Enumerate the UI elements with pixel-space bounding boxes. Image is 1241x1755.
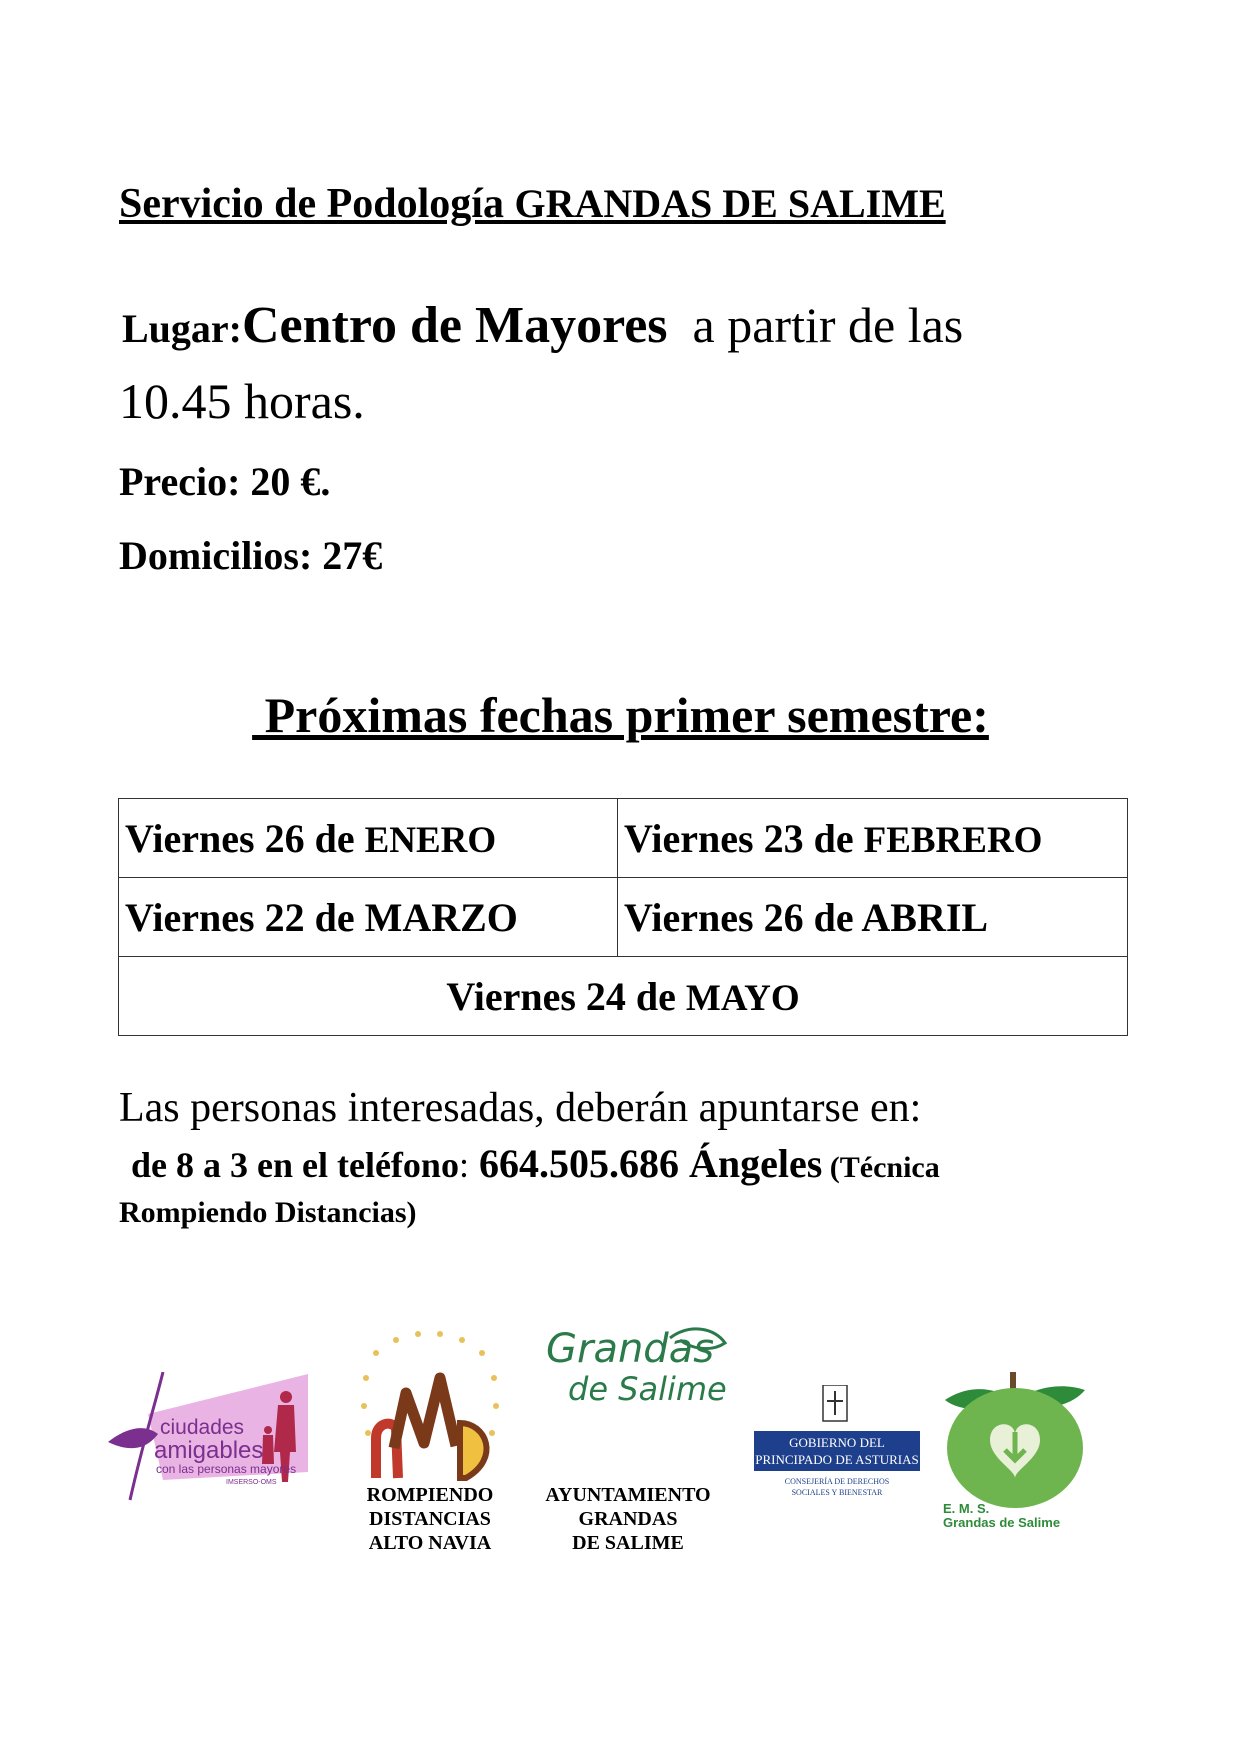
grandas-logo-line1: Grandas [546,1326,715,1372]
logo-leaf-shape [108,1428,158,1448]
caption-line: DISTANCIAS [369,1508,491,1530]
contact-role-end: Rompiendo Distancias) [119,1196,417,1229]
date-cell [618,799,1128,878]
date-month: ENERO [364,819,497,861]
precio-text: Precio: 20 €. [119,459,331,504]
contact-schedule: de 8 a 3 en el teléfono [131,1145,459,1185]
title-main: Servicio de Podología [119,181,515,227]
date-cell [119,799,618,878]
rmd-icon [356,1328,508,1488]
child-body-shape [262,1435,274,1464]
contact-intro: Las personas interesadas, deberán apuntarse en: [119,1085,922,1131]
hora-text: 10.45 horas. [119,373,365,429]
date-cell [119,957,1128,1036]
date-day: Viernes 22 de [125,894,365,940]
date-month: MARZO [364,894,518,940]
caption-line: ROMPIENDO [366,1484,494,1506]
ciudades-amigables-icon [108,1372,308,1502]
date-day: Viernes 23 de [624,815,864,861]
date-day: Viernes 26 de [125,815,365,861]
title-place: GRANDAS DE SALIME [514,181,946,226]
grandas-logo-line2: de Salime [568,1370,727,1408]
dates-heading: Próximas fechas primer semestre: [252,687,989,743]
ciudades-line4: IMSERSO-OMS [226,1479,277,1486]
rompiendo-caption [330,1483,530,1555]
caption-line: ALTO NAVIA [368,1532,492,1554]
grandas-salime-logo [540,1318,730,1408]
date-month: ABRIL [861,894,989,940]
gobierno-asturias-icon [752,1385,922,1501]
date-cell [119,878,618,957]
contact-colon: : [458,1145,469,1185]
gobierno-line3: CONSEJERÍA DE DERECHOS [784,1477,890,1486]
table-row [119,957,1128,1036]
letter-d-shape [460,1423,487,1478]
letter-m-shape [394,1378,456,1448]
gobierno-line2: PRINCIPADO DE ASTURIAS [755,1452,919,1467]
page-title [119,180,946,228]
table-row [119,799,1128,878]
dates-table [118,798,1128,1036]
ciudades-line1: ciudades [160,1416,245,1439]
caption-line: AYUNTAMIENTO [545,1484,711,1506]
ciudades-line3: con las personas mayores [156,1462,297,1476]
grandas-salime-icon [540,1318,730,1408]
ems-line2: Grandas de Salime [943,1515,1061,1530]
gobierno-line1: GOBIERNO DEL [789,1435,885,1450]
contact-phone: 664.505.686 Ángeles [468,1141,823,1186]
lugar-rest: a partir de las [667,297,964,353]
caption-line: DE SALIME [572,1532,684,1554]
date-cell [618,878,1128,957]
table-row [119,878,1128,957]
lugar-place: Centro de Mayores [242,297,668,354]
lugar-line [122,296,963,355]
date-day: Viernes 24 de [446,973,686,1019]
date-day: Viernes 26 de [624,894,862,940]
ems-line1: E. M. S. [943,1501,990,1516]
ems-logo [935,1370,1095,1530]
date-month: MAYO [685,977,800,1019]
ems-apple-icon [935,1370,1095,1530]
gobierno-asturias-logo [752,1385,922,1501]
ciudades-line2: amigables [154,1437,264,1464]
gobierno-line4: SOCIALES Y BIENESTAR [791,1488,883,1497]
figure-head-shape [280,1391,292,1403]
lugar-label: Lugar: [122,306,242,351]
rompiendo-distancias-logo [356,1328,508,1488]
contact-role-start: (Técnica [822,1151,940,1184]
contact-line [131,1140,940,1187]
date-month: FEBRERO [863,819,1043,861]
domicilios-text: Domicilios: 27€ [119,533,383,578]
child-head-shape [264,1426,272,1434]
ayuntamiento-caption [528,1483,728,1555]
caption-line: GRANDAS [578,1508,678,1530]
ciudades-amigables-logo [108,1372,308,1502]
